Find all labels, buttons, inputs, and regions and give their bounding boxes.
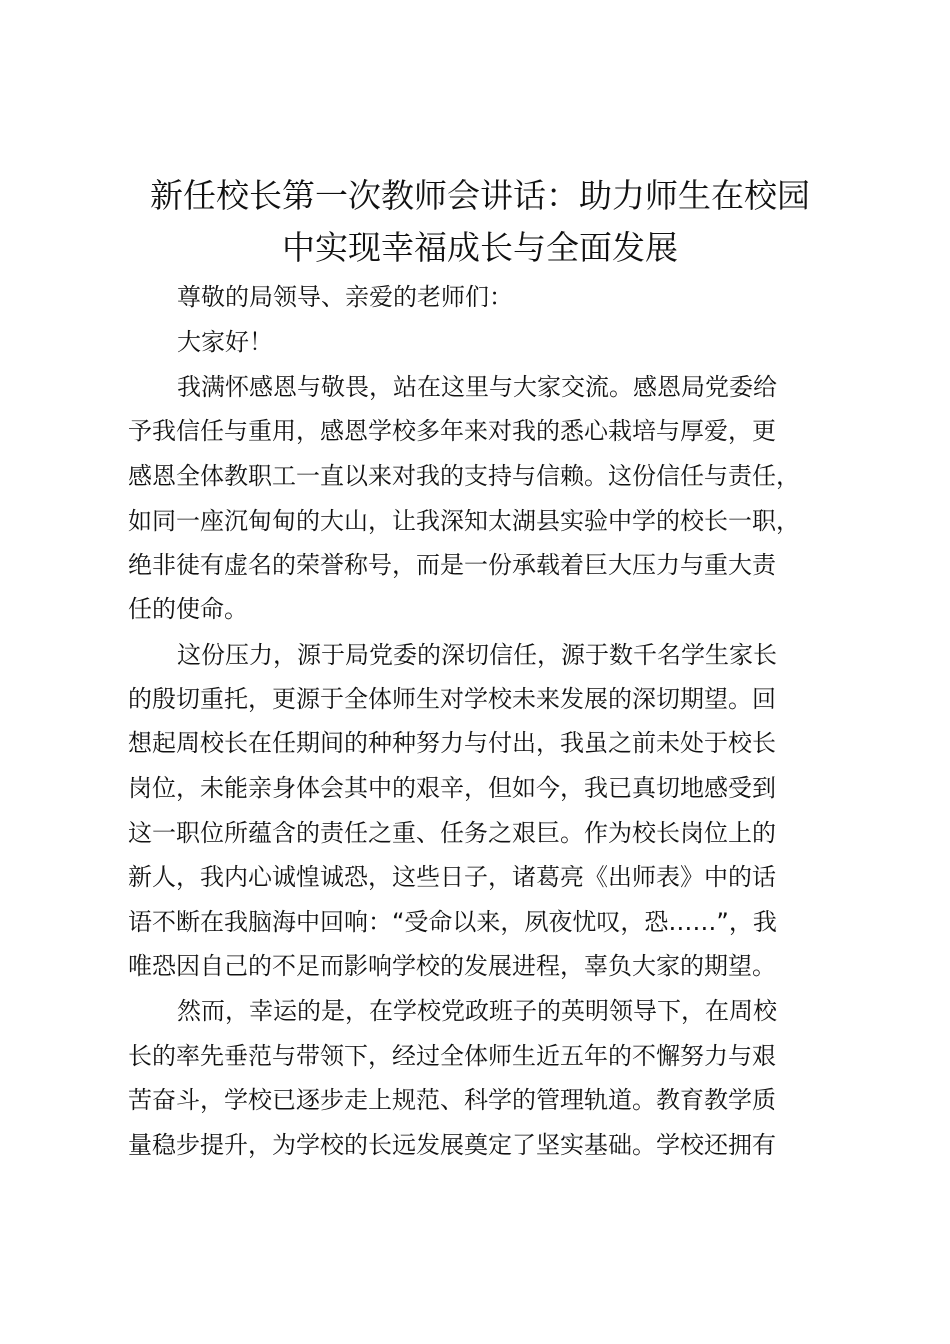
paragraph-1-line: 绝非徒有虚名的荣誉称号，而是一份承载着巨大压力与重大责: [128, 551, 776, 579]
document-title: [120, 170, 840, 274]
paragraph-2-line: 的殷切重托，更源于全体师生对学校未来发展的深切期望。回: [128, 685, 776, 713]
paragraph-1-line: 我满怀感恩与敬畏，站在这里与大家交流。感恩局党委给: [177, 373, 777, 401]
title-line-2: 中实现幸福成长与全面发展: [282, 228, 678, 267]
paragraph-3-line: 苦奋斗，学校已逐步走上规范、科学的管理轨道。教育教学质: [128, 1086, 776, 1114]
paragraph-2-line: 这份压力，源于局党委的深切信任，源于数千名学生家长: [177, 641, 777, 669]
paragraph-1-line: 感恩全体教职工一直以来对我的支持与信赖。这份信任与责任，: [128, 462, 800, 490]
paragraph-2-line: 新人，我内心诚惶诚恐，这些日子，诸葛亮《出师表》中的话: [128, 863, 776, 891]
paragraph-2-line: 唯恐因自己的不足而影响学校的发展进程，辜负大家的期望。: [128, 952, 776, 980]
paragraph-1-line: 予我信任与重用，感恩学校多年来对我的悉心栽培与厚爱，更: [128, 417, 776, 445]
greeting: 大家好！: [177, 328, 273, 356]
title-line-1: 新任校长第一次教师会讲话：助力师生在校园: [150, 176, 810, 215]
paragraph-1-line: 任的使命。: [128, 595, 248, 623]
paragraph-3-line: 然而，幸运的是，在学校党政班子的英明领导下，在周校: [177, 997, 777, 1025]
paragraph-2-line: 语不断在我脑海中回响：“受命以来，夙夜忧叹，恐……”，我: [128, 908, 777, 936]
salutation: 尊敬的局领导、亲爱的老师们：: [177, 283, 513, 311]
paragraph-1-line: 如同一座沉甸甸的大山，让我深知太湖县实验中学的校长一职，: [128, 507, 800, 535]
paragraph-2-line: 岗位，未能亲身体会其中的艰辛，但如今，我已真切地感受到: [128, 774, 776, 802]
paragraph-2-line: 想起周校长在任期间的种种努力与付出，我虽之前未处于校长: [128, 729, 776, 757]
paragraph-3-line: 量稳步提升，为学校的长远发展奠定了坚实基础。学校还拥有: [128, 1131, 776, 1159]
paragraph-2-line: 这一职位所蕴含的责任之重、任务之艰巨。作为校长岗位上的: [128, 819, 776, 847]
paragraph-3-line: 长的率先垂范与带领下，经过全体师生近五年的不懈努力与艰: [128, 1042, 776, 1070]
